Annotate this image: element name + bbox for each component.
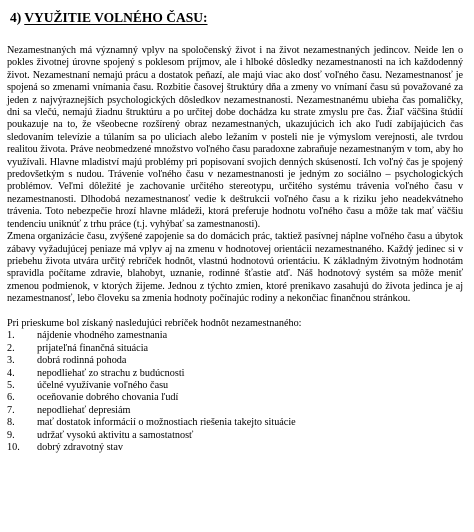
list-item-text: mať dostatok informácií o možnostiach riešenia takejto situácie [37, 417, 296, 429]
list-item [7, 405, 463, 417]
list-item-number: 4. [7, 367, 15, 379]
list-item [7, 355, 463, 367]
list-item-number: 10. [7, 441, 20, 453]
list-item-number: 9. [7, 429, 15, 441]
paragraph-free-time: Nezamestnaných má významný vplyv na spoločenský život i na život nezamestnaných jedincov. Neide len o pokles životnej úrovne spojený s poklesom príjmov, ale i hlboké dôsledky nezamestnanosti na ich každodenný život. Nezamestnaní nemajú prácu a dostatok peňazí, ale majú viac ako dosť voľného času. Nezamestnanosť je spojená so zmenami vnímania času. Rozbitie časovej štruktúry dňa a zmeny vo vnímaní času sú považované za jeden z najvýraznejších psychologických dôsledkov nezamestnanosti. Nezamestnanému ubieha čas pomaličky, dni sa vlečú, nemajú žiadnu štruktúru a po určitej dobe dochádza ku strate zmyslu pre čas. Žiaľ väčšina štúdií poukazuje na to, že všeobecne rozšírený obraz nezamestnaných, ukazujúcich ich ako ľudí zabíjajúcich čas sledovaním televízie a túlaním sa po uliciach alebo ležaním v posteli nie je výmyslom verejnosti, ale tvrdou realitou života. Práve neobmedzené množstvo voľného času paradoxne zabraňuje nezamestnaným v tom, aby ho využívali. Hlavne mladiství majú problémy pri popisovaní svojich denných skúseností. Ich voľný čas je spojený predovšetkým s nudou. Trávenie voľného času v nezamestnanosti je jedným zo sociálno – psychologických problémov. Veľmi dôležité je zachovanie určitého stereotypu, určitého systému trávenia voľného času v nezamestnanosti. Dlhodobá nezamestnanosť vedie k deštrukcii voľného času a k riziku jeho neadekvátneho trávenia. Toto nebezpečie hrozí hlavne mládeži, ktorá preferuje hodnotu voľného času a môže tak mať väčšiu tendenciu uniknúť z trhu práce (t.j. vyhýbať sa zamestnanosti). [7, 45, 463, 230]
list-item-text: nájdenie vhodného zamestnania [37, 330, 168, 342]
list-item [7, 380, 463, 392]
values-list [7, 330, 463, 454]
section-title: VYUŽITIE VOLNÉHO ČASU: [24, 10, 208, 25]
list-item-text: účelné využívanie voľného času [37, 379, 169, 391]
list-item [7, 330, 463, 342]
list-item [7, 442, 463, 454]
list-item-number: 2. [7, 342, 15, 354]
values-list-intro: Pri prieskume bol získaný nasledujúci rebríček hodnôt nezamestnaného: [7, 317, 302, 329]
document-page [7, 10, 463, 454]
section-heading [10, 10, 463, 26]
list-item-number: 6. [7, 392, 15, 404]
paragraph-value-orientation: Zmena organizácie času, zvýšené zapojenie sa do domácich prác, taktiež pasívnej náplne voľného času a úbytok zábavy vyžadujúcej peniaze má vplyv aj na zmenu v hodnotovej orientácii nezamestnaného. Každý jedinec si v priebehu života utvára určitý rebríček hodnôt, vlastnú hodnotovú orientáciu. K základným životným hodnotám spravidla počítame zdravie, blahobyt, uznanie, rodinné šťastie atď. Náš hodnotový systém sa môže meniť zmenou podmienok, v ktorých žijeme. Jednou z týchto zmien, ktoré prenikavo zasahujú do života jedinca je aj nezamestnanosť, lebo človeku sa zmenia hodnoty počínajúc rodiny a nekončiac finančnou stránkou. [7, 231, 463, 305]
list-item-number: 3. [7, 355, 15, 367]
paragraph-spacer [7, 306, 463, 318]
list-item-text: nepodliehať depresiám [37, 404, 131, 416]
list-item-text: udržať vysokú aktivitu a samostatnosť [37, 429, 194, 441]
section-number: 4) [10, 10, 22, 25]
list-item [7, 368, 463, 380]
list-item-text: dobrý zdravotný stav [37, 441, 124, 453]
list-item-number: 8. [7, 417, 15, 429]
list-item [7, 343, 463, 355]
list-item [7, 417, 463, 429]
list-item [7, 430, 463, 442]
list-item [7, 392, 463, 404]
list-item-text: dobrá rodinná pohoda [37, 355, 127, 367]
list-item-text: oceňovanie dobrého chovania ľudí [37, 392, 179, 404]
list-item-number: 7. [7, 404, 15, 416]
list-item-text: nepodliehať zo strachu z budúcnosti [37, 367, 185, 379]
list-item-number: 1. [7, 330, 15, 342]
list-item-number: 5. [7, 379, 15, 391]
list-item-text: prijateľná finančná situácia [37, 342, 149, 354]
